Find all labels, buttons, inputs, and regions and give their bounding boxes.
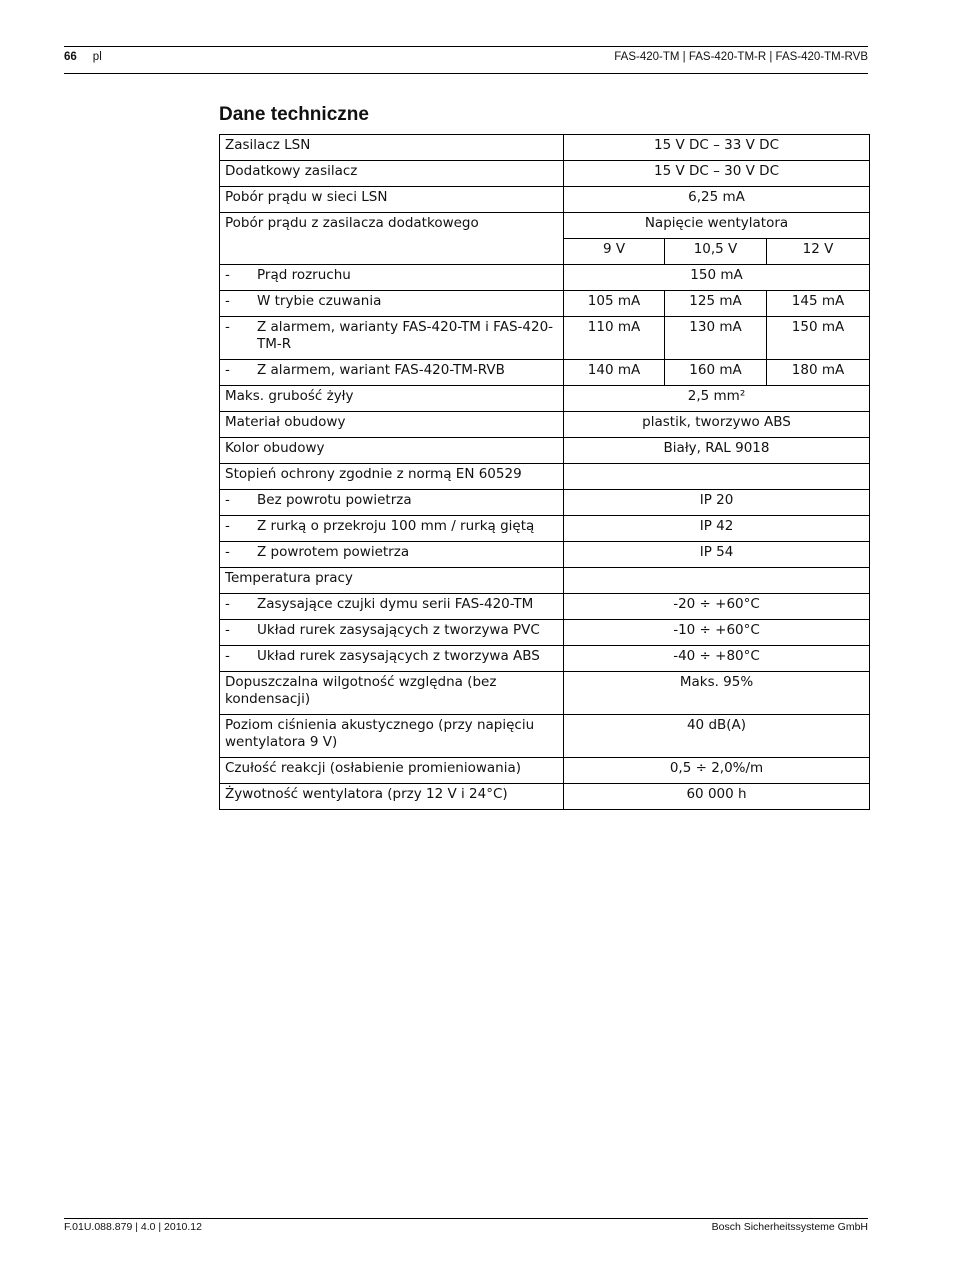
row-label: Stopień ochrony zgodnie z normą EN 60529 <box>220 464 564 490</box>
header-rule-bottom <box>64 73 868 74</box>
row-value: 160 mA <box>665 360 767 386</box>
table-row <box>220 672 870 715</box>
row-label: Układ rurek zasysających z tworzywa ABS <box>257 648 540 664</box>
header-rule-top <box>64 46 868 47</box>
table-row <box>220 213 870 239</box>
table-row <box>220 568 870 594</box>
table-row <box>220 594 870 620</box>
table-row <box>220 135 870 161</box>
spec-table <box>219 134 870 810</box>
bullet-dash: - <box>225 544 230 560</box>
row-value: -40 ÷ +80°C <box>564 646 870 672</box>
bullet-dash: - <box>225 492 230 508</box>
table-row <box>220 438 870 464</box>
row-label: Poziom ciśnienia akustycznego (przy napięciu wentylatora 9 V) <box>220 715 564 758</box>
row-value <box>564 568 870 594</box>
row-label: Z alarmem, warianty FAS-420-TM i FAS-420-TM-R <box>257 319 554 352</box>
row-label: Układ rurek zasysających z tworzywa PVC <box>257 622 540 638</box>
table-row <box>220 265 870 291</box>
row-value: 140 mA <box>564 360 665 386</box>
table-row <box>220 516 870 542</box>
row-value: 180 mA <box>767 360 870 386</box>
section-title: Dane techniczne <box>219 104 369 125</box>
bullet-dash: - <box>225 648 230 664</box>
row-label: Z rurką o przekroju 100 mm / rurką giętą <box>257 518 535 534</box>
row-value: 110 mA <box>564 317 665 360</box>
row-label: Dopuszczalna wilgotność względna (bez kondensacji) <box>220 672 564 715</box>
row-value <box>564 464 870 490</box>
voltage-header: 9 V <box>564 239 665 265</box>
row-value: 60 000 h <box>564 784 870 810</box>
table-row <box>220 620 870 646</box>
row-value: -20 ÷ +60°C <box>564 594 870 620</box>
bullet-dash: - <box>225 622 230 638</box>
footer-company: Bosch Sicherheitssysteme GmbH <box>711 1221 868 1233</box>
row-value: IP 54 <box>564 542 870 568</box>
table-row <box>220 317 870 360</box>
row-value: 15 V DC – 30 V DC <box>564 161 870 187</box>
table-row <box>220 161 870 187</box>
row-value: 150 mA <box>564 265 870 291</box>
bullet-dash: - <box>225 596 230 612</box>
row-label: Temperatura pracy <box>220 568 564 594</box>
row-label: Prąd rozruchu <box>257 267 351 283</box>
row-label: Maks. grubość żyły <box>220 386 564 412</box>
row-label: Czułość reakcji (osłabienie promieniowania) <box>220 758 564 784</box>
bullet-dash: - <box>225 293 230 309</box>
row-label: Zasilacz LSN <box>220 135 564 161</box>
table-row <box>220 490 870 516</box>
table-row <box>220 360 870 386</box>
row-value: plastik, tworzywo ABS <box>564 412 870 438</box>
row-label: Zasysające czujki dymu serii FAS-420-TM <box>257 596 534 612</box>
row-label: Pobór prądu z zasilacza dodatkowego <box>220 213 564 265</box>
table-row <box>220 412 870 438</box>
table-row <box>220 386 870 412</box>
table-row <box>220 464 870 490</box>
row-value: 150 mA <box>767 317 870 360</box>
row-label: Kolor obudowy <box>220 438 564 464</box>
header-left <box>64 51 102 63</box>
row-value: 40 dB(A) <box>564 715 870 758</box>
bullet-dash: - <box>225 362 230 378</box>
row-value: 130 mA <box>665 317 767 360</box>
row-label: Żywotność wentylatora (przy 12 V i 24°C) <box>220 784 564 810</box>
row-value: 125 mA <box>665 291 767 317</box>
footer-rule <box>64 1218 868 1219</box>
table-row <box>220 542 870 568</box>
row-value: Napięcie wentylatora <box>564 213 870 239</box>
voltage-header: 10,5 V <box>665 239 767 265</box>
table-row <box>220 291 870 317</box>
table-row <box>220 187 870 213</box>
row-value: Biały, RAL 9018 <box>564 438 870 464</box>
row-label: Z alarmem, wariant FAS-420-TM-RVB <box>257 362 505 378</box>
footer-doc-ref: F.01U.088.879 | 4.0 | 2010.12 <box>64 1221 202 1233</box>
row-label: Bez powrotu powietrza <box>257 492 412 508</box>
header-product: FAS-420-TM | FAS-420-TM-R | FAS-420-TM-RVB <box>614 51 868 63</box>
language-code: pl <box>92 51 102 63</box>
row-value: 105 mA <box>564 291 665 317</box>
row-label: Dodatkowy zasilacz <box>220 161 564 187</box>
row-value: Maks. 95% <box>564 672 870 715</box>
row-label: Pobór prądu w sieci LSN <box>220 187 564 213</box>
row-value: 6,25 mA <box>564 187 870 213</box>
row-value: IP 42 <box>564 516 870 542</box>
table-row <box>220 784 870 810</box>
row-label: Materiał obudowy <box>220 412 564 438</box>
row-value: -10 ÷ +60°C <box>564 620 870 646</box>
voltage-header: 12 V <box>767 239 870 265</box>
table-row <box>220 715 870 758</box>
row-value: 15 V DC – 33 V DC <box>564 135 870 161</box>
row-value: 2,5 mm² <box>564 386 870 412</box>
bullet-dash: - <box>225 267 230 283</box>
table-row <box>220 758 870 784</box>
table-row <box>220 646 870 672</box>
row-value: IP 20 <box>564 490 870 516</box>
row-value: 145 mA <box>767 291 870 317</box>
row-label: Z powrotem powietrza <box>257 544 410 560</box>
page-number: 66 <box>64 51 77 63</box>
bullet-dash: - <box>225 319 230 335</box>
row-value: 0,5 ÷ 2,0%/m <box>564 758 870 784</box>
bullet-dash: - <box>225 518 230 534</box>
row-label: W trybie czuwania <box>257 293 382 309</box>
